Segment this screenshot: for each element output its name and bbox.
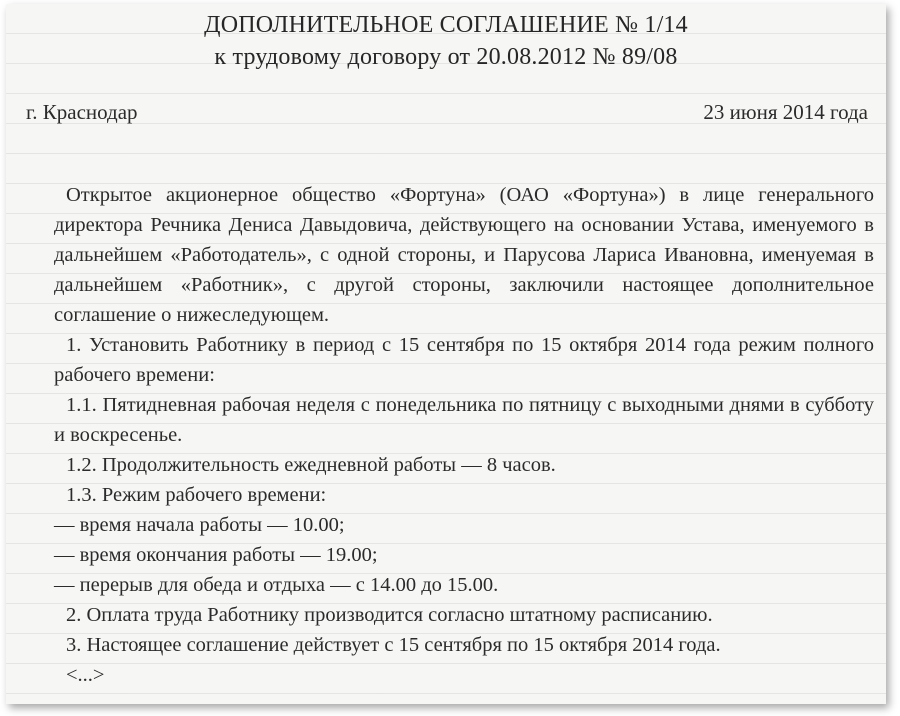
- clause-1-2: 1.2. Продолжительность ежедневной работы — 8 часов.: [66, 454, 556, 476]
- intro-paragraph: Открытое акционерное общество «Фортуна» (ОАО «Фортуна») в лице генерального директора Речника Дениса Давыдовича, действующего на основании Устава, именуемого в дальнейшем «Работодатель», с одной стороны, и Парусова Лариса Ивановна, именуемая в дальнейшем «Работник», с другой стороны, заключили настоящее дополнительное соглашение о нижеследующем.: [54, 184, 874, 326]
- document-date: 23 июня 2014 года: [703, 100, 868, 124]
- omission-mark: <...>: [66, 664, 105, 686]
- clause-1: 1. Установить Работнику в период с 15 сентября по 15 октября 2014 года режим полного рабочего времени:: [54, 334, 874, 386]
- schedule-end-line: — время окончания работы — 19.00;: [54, 544, 378, 566]
- schedule-start-line: — время начала работы — 10.00;: [54, 514, 345, 536]
- schedule-break-line: — перерыв для обеда и отдыха — с 14.00 до 15.00.: [54, 574, 499, 596]
- document-body: [54, 180, 874, 690]
- document-title: ДОПОЛНИТЕЛЬНОЕ СОГЛАШЕНИЕ № 1/14: [204, 12, 688, 38]
- clause-3: 3. Настоящее соглашение действует с 15 сентября по 15 октября 2014 года.: [66, 634, 721, 656]
- document-page: [6, 4, 886, 704]
- clause-1-3: 1.3. Режим рабочего времени:: [66, 484, 327, 506]
- clause-1-1: 1.1. Пятидневная рабочая неделя с понедельника по пятницу с выходными днями в субботу и воскресенье.: [54, 394, 874, 446]
- document-subtitle: к трудовому договору от 20.08.2012 № 89/08: [214, 44, 678, 70]
- clause-2: 2. Оплата труда Работнику производится согласно штатному расписанию.: [66, 604, 713, 626]
- document-city: г. Краснодар: [26, 100, 138, 124]
